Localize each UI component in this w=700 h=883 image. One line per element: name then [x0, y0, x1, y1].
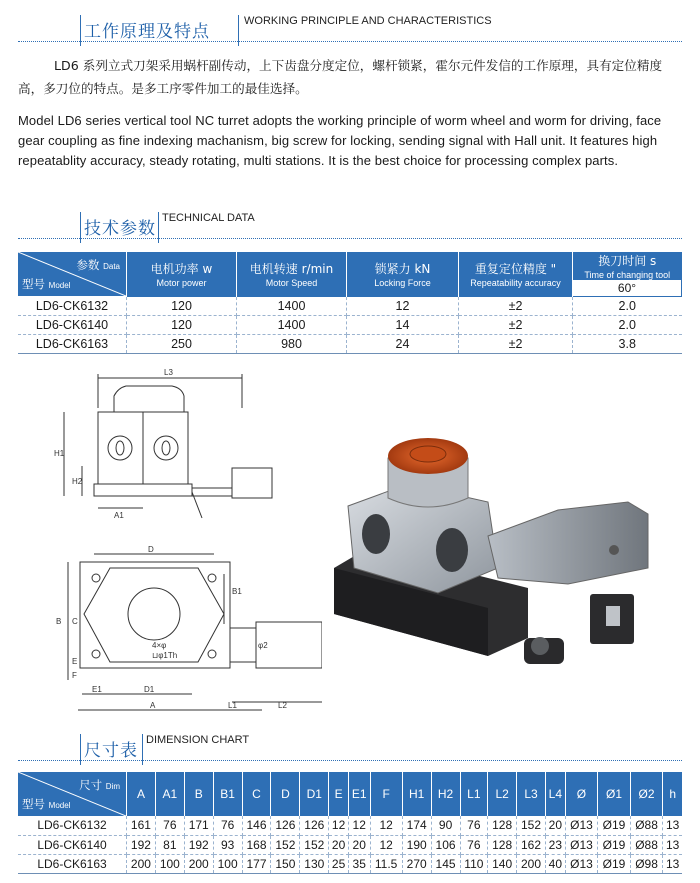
table-cell: Ø19 — [598, 816, 631, 835]
table-cell: 126 — [300, 816, 329, 835]
table-cell: 76 — [155, 816, 184, 835]
table-cell: 152 — [271, 835, 300, 854]
column-header: H2 — [431, 772, 460, 816]
dimension-title-cn: 尺寸表 — [84, 741, 138, 761]
column-header: E1 — [348, 772, 370, 816]
table-cell: 12 — [370, 816, 402, 835]
table-cell: Ø98 — [630, 854, 663, 873]
column-header: Ø — [565, 772, 598, 816]
table-row — [18, 297, 682, 316]
heading-rule — [18, 760, 682, 761]
column-header: C — [242, 772, 271, 816]
table-cell: 76 — [213, 816, 242, 835]
label-C: C — [72, 617, 78, 626]
corner-header — [18, 252, 127, 297]
label-A: A — [150, 701, 156, 710]
table-cell: Ø19 — [598, 835, 631, 854]
table-cell: ±2 — [459, 316, 573, 335]
column-header: H1 — [402, 772, 431, 816]
label-L3: L3 — [164, 368, 173, 377]
dimension-table — [18, 772, 682, 874]
principle-text-en: Model LD6 series vertical tool NC turret adopts the working principle of worm wheel and worm for driving, face gear coupling as fine indexing machanism, big screw for locking, sending signal with Hall unit. It features high repeatablity accuracy, steady rotating, multi stations. It is the best choice for processing complex parts. — [18, 113, 662, 168]
technical-heading — [18, 205, 682, 245]
table-cell: 126 — [271, 816, 300, 835]
column-header: 锁紧力 kN Locking Force — [347, 252, 459, 297]
table-cell: 980 — [237, 335, 347, 354]
table-cell: 152 — [517, 816, 546, 835]
column-header: Ø2 — [630, 772, 663, 816]
table-cell: LD6-CK6140 — [18, 835, 127, 854]
table-cell: 25 — [329, 854, 349, 873]
table-cell: 171 — [184, 816, 213, 835]
table-cell: LD6-CK6132 — [18, 816, 127, 835]
table-cell: ±2 — [459, 335, 573, 354]
table-cell: 76 — [460, 835, 488, 854]
corner-top-label: 参数 Data — [76, 258, 120, 272]
corner-bottom-label: 型号 Model — [22, 277, 71, 291]
table-cell: Ø13 — [565, 835, 598, 854]
table-cell: 152 — [300, 835, 329, 854]
column-header: F — [370, 772, 402, 816]
column-header: D1 — [300, 772, 329, 816]
table-row — [18, 335, 682, 354]
label-F: F — [72, 671, 77, 680]
table-cell: LD6-CK6132 — [18, 297, 127, 316]
table-cell: 76 — [460, 816, 488, 835]
table-cell: 128 — [488, 816, 517, 835]
table-cell: 130 — [300, 854, 329, 873]
table-cell: LD6-CK6163 — [18, 854, 127, 873]
column-header: 电机功率 w Motor power — [127, 252, 237, 297]
column-header: Ø1 — [598, 772, 631, 816]
table-row — [18, 854, 682, 873]
label-E: E — [72, 657, 78, 666]
table-cell: 270 — [402, 854, 431, 873]
table-cell: 200 — [184, 854, 213, 873]
table-cell: 2.0 — [573, 316, 682, 335]
label-A1: A1 — [114, 511, 124, 520]
column-header: A1 — [155, 772, 184, 816]
table-cell: 100 — [155, 854, 184, 873]
heading-rule — [18, 41, 682, 42]
label-phi2: φ2 — [258, 641, 268, 650]
table-cell: 93 — [213, 835, 242, 854]
principle-heading — [18, 8, 682, 48]
table-cell: Ø88 — [630, 816, 663, 835]
table-cell: LD6-CK6163 — [18, 335, 127, 354]
table-cell: 14 — [347, 316, 459, 335]
front-elevation-drawing — [52, 368, 322, 533]
label-note2: ⊔φ1Th — [152, 651, 178, 660]
table-cell: 40 — [545, 854, 565, 873]
heading-rule — [18, 238, 682, 239]
table-cell: 1400 — [237, 297, 347, 316]
table-cell: 174 — [402, 816, 431, 835]
column-header: B1 — [213, 772, 242, 816]
table-cell: 11.5 — [370, 854, 402, 873]
table-cell: 200 — [127, 854, 156, 873]
column-header: h — [663, 772, 682, 816]
label-note1: 4×φ — [152, 641, 167, 650]
table-cell: 12 — [329, 816, 349, 835]
table-cell: Ø13 — [565, 816, 598, 835]
table-cell: 120 — [127, 297, 237, 316]
column-header: 换刀时间 s Time of changing tool — [573, 252, 682, 280]
table-cell: 35 — [348, 854, 370, 873]
table-cell: Ø13 — [565, 854, 598, 873]
table-cell: 110 — [460, 854, 488, 873]
label-L2: L2 — [278, 701, 287, 710]
column-header: L3 — [517, 772, 546, 816]
plan-view-drawing — [52, 544, 322, 724]
dimension-title-en: DIMENSION CHART — [146, 734, 250, 746]
table-cell: 90 — [431, 816, 460, 835]
table-cell: 177 — [242, 854, 271, 873]
principle-text-cn: LD6 系列立式刀架采用蜗杆副传动，上下齿盘分度定位，螺杆锁紧，霍尔元件发信的工作原理，具有定位精度高，多刀位的特点。是多工序零件加工的最佳选择。 — [18, 58, 663, 96]
table-cell: Ø19 — [598, 854, 631, 873]
table-cell: 120 — [127, 316, 237, 335]
principle-title-cn: 工作原理及特点 — [84, 22, 210, 42]
label-H2: H2 — [72, 477, 83, 486]
table-cell: 192 — [127, 835, 156, 854]
table-cell: 13 — [663, 854, 682, 873]
turret-product-image — [328, 418, 684, 680]
corner-bottom-label: 型号 Model — [22, 797, 71, 811]
column-header: L2 — [488, 772, 517, 816]
technical-table — [18, 252, 682, 354]
table-cell: 12 — [370, 835, 402, 854]
table-cell: 1400 — [237, 316, 347, 335]
label-L1: L1 — [228, 701, 237, 710]
table-cell: LD6-CK6140 — [18, 316, 127, 335]
table-cell: 100 — [213, 854, 242, 873]
angle-subheader: 60° — [573, 280, 682, 296]
table-cell: 13 — [663, 835, 682, 854]
label-B1: B1 — [232, 587, 242, 596]
column-header: B — [184, 772, 213, 816]
table-cell: 162 — [517, 835, 546, 854]
table-cell: 145 — [431, 854, 460, 873]
table-row — [18, 816, 682, 835]
table-cell: 20 — [545, 816, 565, 835]
table-cell: 161 — [127, 816, 156, 835]
table-cell: 250 — [127, 335, 237, 354]
table-cell: Ø88 — [630, 835, 663, 854]
table-cell: 3.8 — [573, 335, 682, 354]
corner-top-label: 尺寸 Dim — [79, 778, 120, 792]
table-cell: 150 — [271, 854, 300, 873]
label-H1: H1 — [54, 449, 65, 458]
table-cell: 2.0 — [573, 297, 682, 316]
table-cell: 140 — [488, 854, 517, 873]
table-cell: 13 — [663, 816, 682, 835]
table-cell: 20 — [329, 835, 349, 854]
label-D1: D1 — [144, 685, 155, 694]
technical-title-cn: 技术参数 — [84, 219, 156, 239]
table-cell: 146 — [242, 816, 271, 835]
column-header: 重复定位精度 " Repeatability accuracy — [459, 252, 573, 297]
table-row — [18, 835, 682, 854]
technical-title-en: TECHNICAL DATA — [162, 212, 255, 224]
column-header: L4 — [545, 772, 565, 816]
dimension-heading — [18, 727, 682, 767]
label-E1: E1 — [92, 685, 102, 694]
column-header: E — [329, 772, 349, 816]
column-header: L1 — [460, 772, 488, 816]
table-cell: 168 — [242, 835, 271, 854]
table-cell: 190 — [402, 835, 431, 854]
label-D: D — [148, 545, 154, 554]
table-cell: 81 — [155, 835, 184, 854]
table-cell: 106 — [431, 835, 460, 854]
label-B: B — [56, 617, 62, 626]
table-cell: ±2 — [459, 297, 573, 316]
table-row — [18, 316, 682, 335]
table-cell: 192 — [184, 835, 213, 854]
column-header: A — [127, 772, 156, 816]
principle-title-en: WORKING PRINCIPLE AND CHARACTERISTICS — [244, 15, 492, 27]
corner-header — [18, 772, 127, 816]
table-cell: 23 — [545, 835, 565, 854]
table-cell: 128 — [488, 835, 517, 854]
column-header: 电机转速 r/min Motor Speed — [237, 252, 347, 297]
table-cell: 12 — [347, 297, 459, 316]
table-cell: 200 — [517, 854, 546, 873]
column-header: D — [271, 772, 300, 816]
table-cell: 20 — [348, 835, 370, 854]
table-cell: 24 — [347, 335, 459, 354]
table-cell: 12 — [348, 816, 370, 835]
